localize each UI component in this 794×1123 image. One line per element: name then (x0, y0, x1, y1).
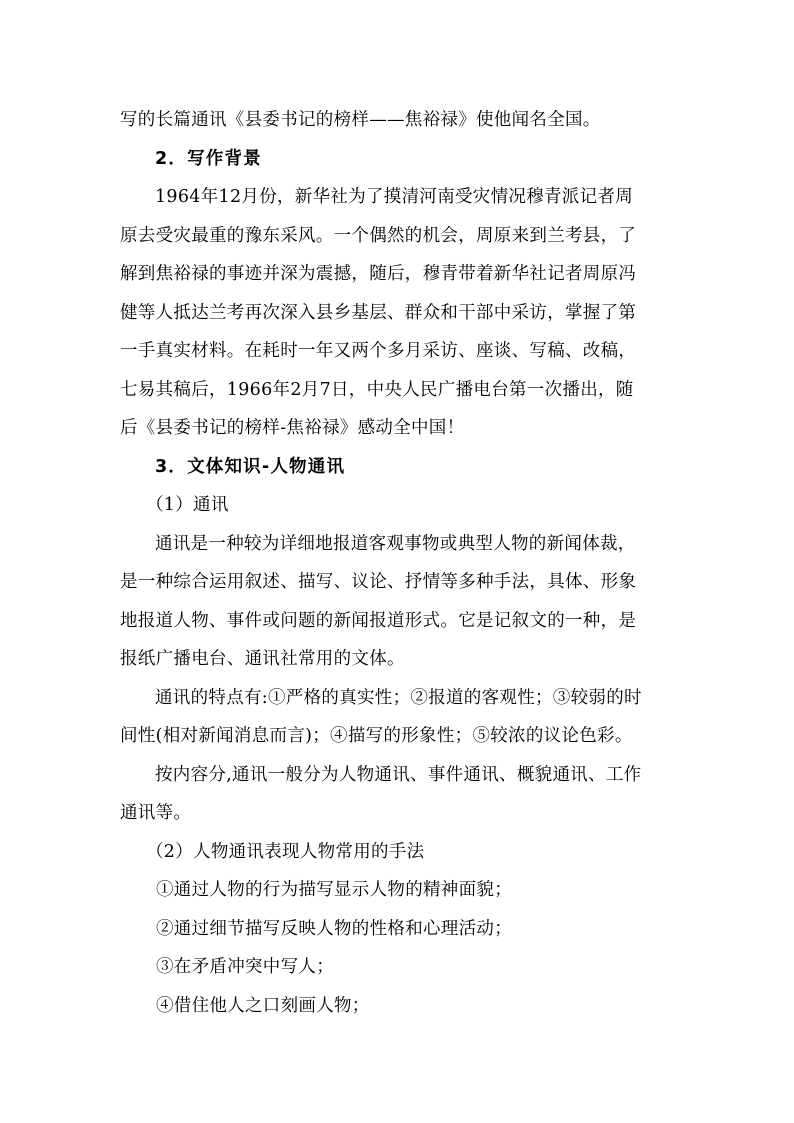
list-item: ③在矛盾冲突中写人； (156, 957, 334, 977)
subsection-heading-techniques: （2）人物通讯表现人物常用的手法 (146, 841, 425, 862)
paragraph-line: 地报道人物、事件或问题的新闻报道形式。它是记叙文的一种，是 (120, 610, 637, 631)
paragraph-line: 1964年12月份，新华社为了摸清河南受灾情况穆青派记者周 (155, 187, 634, 207)
list-item: ④借住他人之口刻画人物； (156, 995, 370, 1016)
section-heading-genre-knowledge: 3．文体知识-人物通讯 (155, 456, 346, 477)
paragraph-line: 间性(相对新闻消息而言)；④描写的形象性；⑤较浓的议论色彩。 (120, 726, 633, 746)
document-body (120, 101, 676, 1025)
paragraph-line: 通讯是一种较为详细地报道客观事物或典型人物的新闻体裁， (155, 533, 636, 554)
paragraph-line: 解到焦裕禄的事迹并深为震撼，随后，穆青带着新华社记者周原冯 (120, 264, 637, 284)
paragraph-line: 通讯等。 (120, 803, 192, 823)
section-heading-writing-background: 2．写作背景 (155, 148, 262, 169)
subsection-heading-tongxun: （1）通讯 (146, 495, 229, 515)
paragraph-line: 健等人抵达兰考再次深入县乡基层、群众和干部中采访，掌握了第 (120, 302, 637, 323)
paragraph-line: 后《县委书记的榜样-焦裕禄》感动全中国！ (120, 418, 465, 438)
paragraph-line: 报纸广播电台、通讯社常用的文体。 (120, 649, 405, 669)
paragraph-line: 通讯的特点有:①严格的真实性；②报道的客观性；③较弱的时 (155, 687, 642, 708)
paragraph-line: 是一种综合运用叙述、描写、议论、抒情等多种手法，具体、形象 (120, 572, 637, 592)
paragraph-line: 七易其稿后，1966年2月7日，中央人民广播电台第一次播出，随 (120, 379, 634, 400)
paragraph-line: 一手真实材料。在耗时一年又两个多月采访、座谈、写稿、改稿， (120, 341, 637, 361)
paragraph-line: 写的长篇通讯《县委书记的榜样——焦裕禄》使他闻名全国。 (120, 110, 601, 130)
paragraph-line: 原去受灾最重的豫东采风。一个偶然的机会，周原来到兰考县，了 (120, 225, 637, 246)
list-item: ②通过细节描写反映人物的性格和心理活动； (156, 918, 512, 939)
list-item: ①通过人物的行为描写显示人物的精神面貌； (156, 880, 512, 900)
paragraph-line: 按内容分,通讯一般分为人物通讯、事件通讯、概貌通讯、工作 (155, 764, 642, 785)
